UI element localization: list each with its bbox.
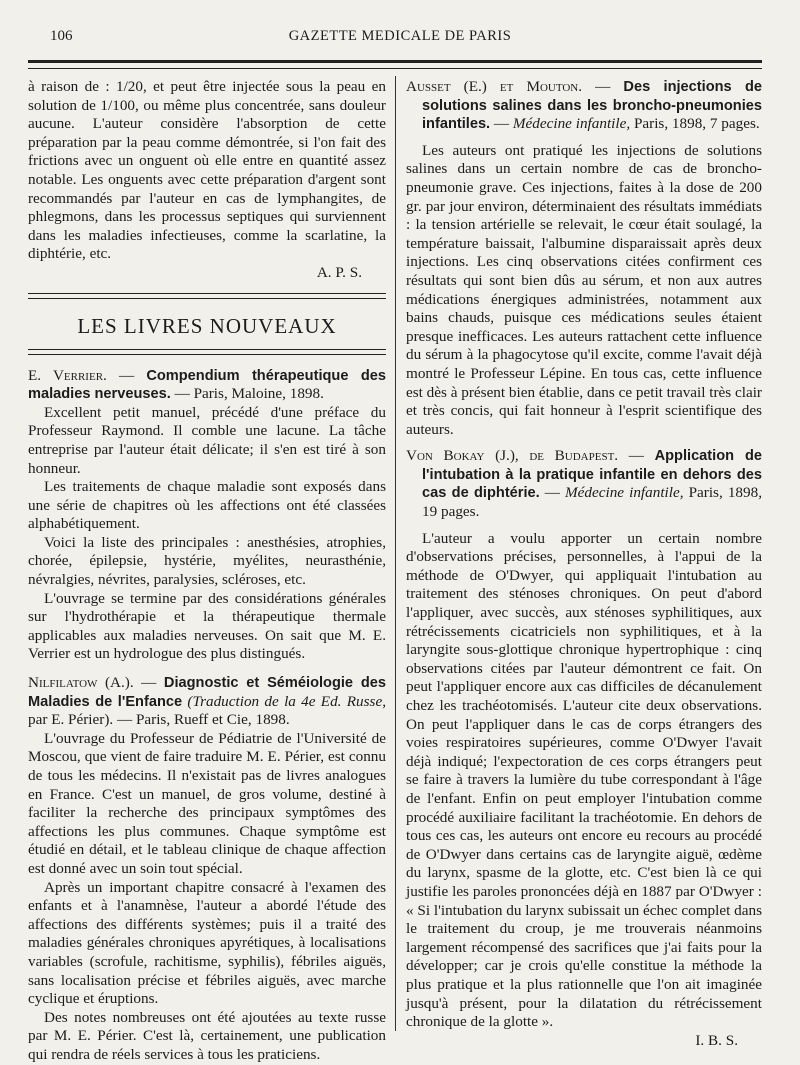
entry-paragraph: Les traitements de chaque maladie sont exposés dans une série de chapitres où les affections ont été classées alphabétiquement. (28, 478, 386, 533)
entry-signature: I. B. S. (695, 1031, 738, 1049)
entry-source: — Paris, Maloine, 1898. (170, 385, 324, 403)
left-column (28, 78, 386, 1065)
entry-paragraph: Voici la liste des principales : anesthésies, atrophies, chorée, épilepsie, hystérie, myélites, neurasthénie, névralgies, névrites, paralysies, scléroses, etc. (28, 533, 386, 589)
journal-title: GAZETTE MEDICALE DE PARIS (288, 28, 512, 44)
entry-paragraph: Excellent petit manuel, précédé d'une préface du Professeur Raymond. Il comble une lacune. La tâche entreprise par l'auteur était délicate; il s'en est tiré à son honneur. (28, 403, 386, 477)
entry-paragraph: L'auteur a voulu apporter un certain nombre d'observations précises, personnelles, à l'appui de la méthode de O'Dwyer, qui appliquait l'intubation au traitement des sténoses chroniques. On peut d'abord l'appliquer, avec succès, aux sténoses syphilitiques, aux rétrécissements cicatriciels non syphilitiques, et à la laryngite sous-glottique chronique hypertrophique : cinq observations citées par l'auteur démontrent ce fait. On peut l'appliquer encore aux cas difficiles de décanulement chez les trachéotomisés. L'auteur cite deux observations. On peut l'appliquer dans le cas de corps étrangers des voies respiratoires supérieures, comme O'Dwyer l'avait déjà indiqué; l'expectoration de ces corps étrangers peut se faire à travers la lumière du tube correspondant à l'âge de l'enfant. Enfin on peut employer l'intubation comme procédé auxiliaire facilitant la trachéotomie. En dehors de tous ces cas, les auteurs ont encore eu recours au procédé de O'Dwyer dans certains cas de laryngite aiguë, œdème du larynx, spasme de la glotte, etc. C'est bien là ce qui justifie les paroles prononcées déjà en 1887 par O'Dwyer : « Si l'intubation du larynx subissait un échec complet dans le traitement du croup, je me trouverais néanmoins largement récompensé des sacrifices que j'ai faits pour la développer; car je crois qu'elle constitue la méthode la plus pratique et la plus rationnelle que l'on ait imaginée jusqu'à présent, pour la dilatation du rétrécissement chronique de la glotte ». (406, 529, 762, 1031)
section-rule-top (28, 293, 386, 299)
column-divider (395, 76, 396, 1031)
entry-translation: (Traduction de la 4e Ed. Russe, (187, 692, 387, 710)
header-rule (28, 60, 762, 69)
entry-dash: — (618, 447, 655, 465)
entry-title: Des injections de solutions salines dans les broncho-pneumonies infantiles. (422, 79, 763, 133)
entry-author: Ausset (E.) et Mouton. (406, 78, 583, 95)
entry-source-pre: — (539, 484, 566, 502)
entry-author: E. Verrier. (28, 366, 107, 384)
entry-author: Nilfilatow (A.). (28, 674, 134, 692)
entry-ausset-heading (406, 78, 762, 134)
intro-paragraph: à raison de : 1/20, et peut être injectée sous la peau en solution de 1/100, ou même plus concentrée, sans douleur aucune. L'auteur considère l'absorption de cette préparation par la peau comme démontrée, si l'on fait des frictions avec un onguent où elle entre en quantité assez notable. Les onguents avec cette préparation d'argent sont recommandés par l'auteur en cas de lymphangites, de phlegmons, dans les processus septiques qui surviennent dans les maladies infectieuses, comme la scarlatine, la diphtérie, etc. (28, 78, 386, 263)
page-header (28, 28, 772, 52)
section-title: LES LIVRES NOUVEAUX (77, 313, 337, 338)
entry-source-pre: — (490, 115, 513, 133)
entry-source-journal: Médecine infantile, (565, 484, 684, 502)
entry-paragraph: L'ouvrage du Professeur de Pédiatrie de l'Université de Moscou, que vient de faire traduire M. E. Périer, est connu de tous les médecins. Il n'existait pas de livres analogues en France. C'est un manuel, de gros volume, destiné à faciliter la recherche des principaux symptômes des affections les plus communes. Chaque symptôme est étudié en détail, et le tableau clinique de chaque affection est donné avec un soin tout spécial. (28, 729, 386, 877)
right-column (406, 78, 762, 1050)
entry-dash: — (133, 674, 164, 692)
entry-title: Application de l'intubation à la pratique infantile en dehors des cas de diphtérie. (422, 448, 762, 502)
entry-author: Von Bokay (J.), de Budapest. (406, 447, 619, 465)
entry-title: Diagnostic et Séméiologie des Maladies de l'Enfance (28, 675, 386, 710)
entry-paragraph: Après un important chapitre consacré à l'examen des enfants et à l'anamnèse, l'auteur a abordé l'étude des affections des différents systèmes; puis il a traité des maladies générales chroniques apyrétiques, à localisations variables (scrofule, rachitisme, syphilis), fébriles aiguës, sans localisation précise et fébriles aiguës, avec marche cyclique et éruptions. (28, 878, 386, 1008)
entry-nilfilatow-heading (28, 674, 386, 730)
entry-paragraph: L'ouvrage se termine par des considérations générales sur l'hydrothérapie et la thérapeutique thermale applicables aux maladies nerveuses. On sait que M. E. Verrier est un hydrologue des plus distingués. (28, 589, 386, 663)
entry-bokay-heading (406, 447, 762, 521)
entry-paragraph: Les auteurs ont pratiqué les injections de solutions salines dans un certain nombre de cas de broncho-pneumonie grave. Ces injections, faites à la dose de 200 gr. par jour environ, déterminaient des résultats immédiats : la tension artérielle se relevait, le cœur était soulagé, la température baissait, l'albumine disparaissait après deux injections. Les cinq observations citées confirment ces résultats qui sont bien dûs au sérum, et non aux autres médications énergiques administrées, notamment aux bains chauds, puisque ces médications seules étaient presque inefficaces. Les auteurs rattachent cette influence du sérum à la phagocytose qu'il excite, comme l'avait déjà montré le Professeur Lépine. En tous cas, cette influence est dès à présent bien établie, dans ce petit travail très clair et très concis, qui fait honneur à l'esprit scientifique des auteurs. (406, 141, 762, 438)
page-number: 106 (50, 28, 73, 44)
entry-source-journal: Médecine infantile, (512, 115, 631, 133)
entry-verrier-heading (28, 367, 386, 404)
section-rule-bottom (28, 349, 386, 355)
entry-title: Compendium thérapeutique des maladies nerveuses. (28, 367, 386, 403)
entry-source: — Paris, Rueff et Cie, 1898. (113, 711, 290, 729)
entry-dash: — (582, 78, 624, 95)
entry-translator: par E. Périer). (28, 711, 114, 729)
entry-paragraph: Des notes nombreuses ont été ajoutées au texte russe par M. E. Périer. C'est là, certainement, une publication qui rendra de réels services à tous les praticiens. (28, 1008, 386, 1063)
entry-source-post: Paris, 1898, 19 pages. (422, 484, 762, 521)
entry-dash: — (106, 366, 147, 384)
entry-source-post: Paris, 1898, 7 pages. (630, 115, 760, 133)
intro-signature: A. P. S. (316, 263, 362, 281)
